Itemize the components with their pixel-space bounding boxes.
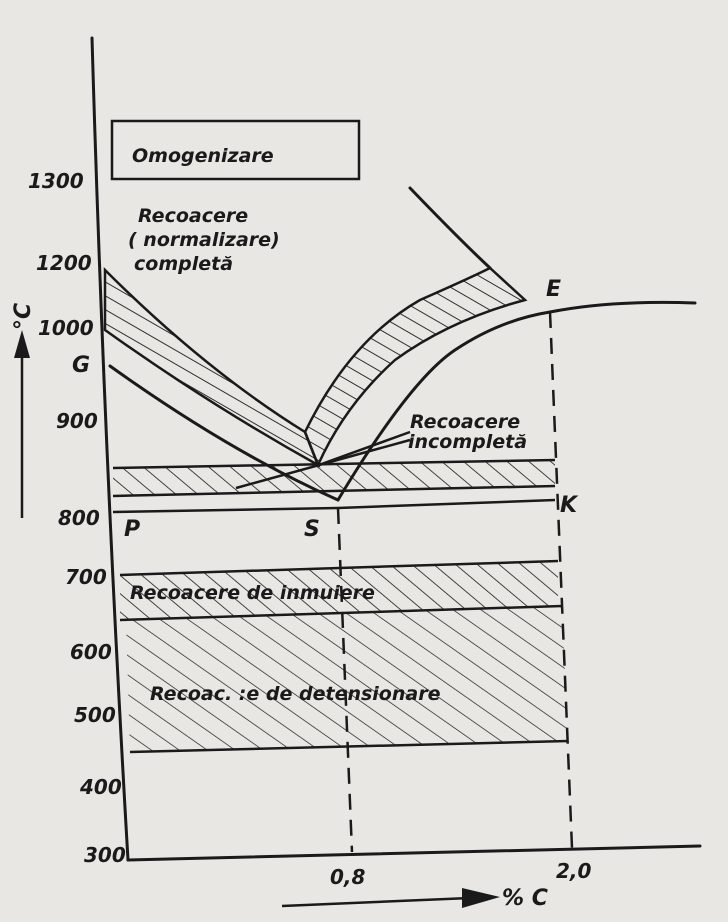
point-E: E — [546, 277, 562, 302]
y-tick-1300: 1300 — [28, 169, 84, 193]
y-axis — [92, 38, 128, 860]
label-detensionare: Recoac. :e de detensionare — [150, 683, 441, 705]
y-tick-800: 800 — [58, 506, 100, 530]
normalizing-band-left — [105, 270, 318, 465]
x-tick-labels — [330, 859, 592, 889]
x-axis — [128, 846, 700, 860]
y-tick-500: 500 — [74, 703, 116, 727]
y-arrow-icon — [14, 330, 30, 358]
label-omogenizare: Omogenizare — [132, 145, 274, 167]
y-unit-label: °C — [11, 302, 36, 330]
y-tick-1000: 1000 — [38, 316, 94, 340]
line-P-S — [113, 508, 338, 512]
y-tick-300: 300 — [84, 843, 126, 867]
label-recoacere-incompleta-2: incompletă — [408, 431, 528, 453]
y-tick-700: 700 — [65, 565, 107, 589]
x-tick-2-0: 2,0 — [556, 859, 592, 883]
x-arrow-icon — [462, 888, 500, 908]
point-G: G — [72, 353, 91, 378]
line-E-right — [550, 302, 695, 312]
label-recoacere-completa-2: ( normalizare) — [128, 229, 280, 251]
x-unit-label: % C — [502, 886, 548, 911]
point-P: P — [124, 517, 141, 542]
y-tick-400: 400 — [80, 775, 122, 799]
point-S: S — [304, 517, 320, 542]
x-tick-0-8: 0,8 — [330, 865, 366, 889]
y-unit-group — [11, 303, 36, 518]
line-S-K — [338, 500, 555, 508]
x-unit-group — [282, 886, 548, 911]
label-recoacere-incompleta-1: Recoacere — [410, 411, 521, 433]
y-tick-1200: 1200 — [36, 251, 92, 275]
point-K: K — [560, 493, 578, 518]
y-tick-600: 600 — [70, 640, 112, 664]
phase-lines — [110, 188, 695, 852]
line-upper-curve — [410, 188, 490, 268]
label-recoacere-completa-1: Recoacere — [138, 205, 249, 227]
label-recoacere-completa-3: completă — [134, 253, 234, 275]
label-inmuiere: Recoacere de inmuiere — [130, 582, 375, 604]
y-tick-900: 900 — [56, 409, 98, 433]
